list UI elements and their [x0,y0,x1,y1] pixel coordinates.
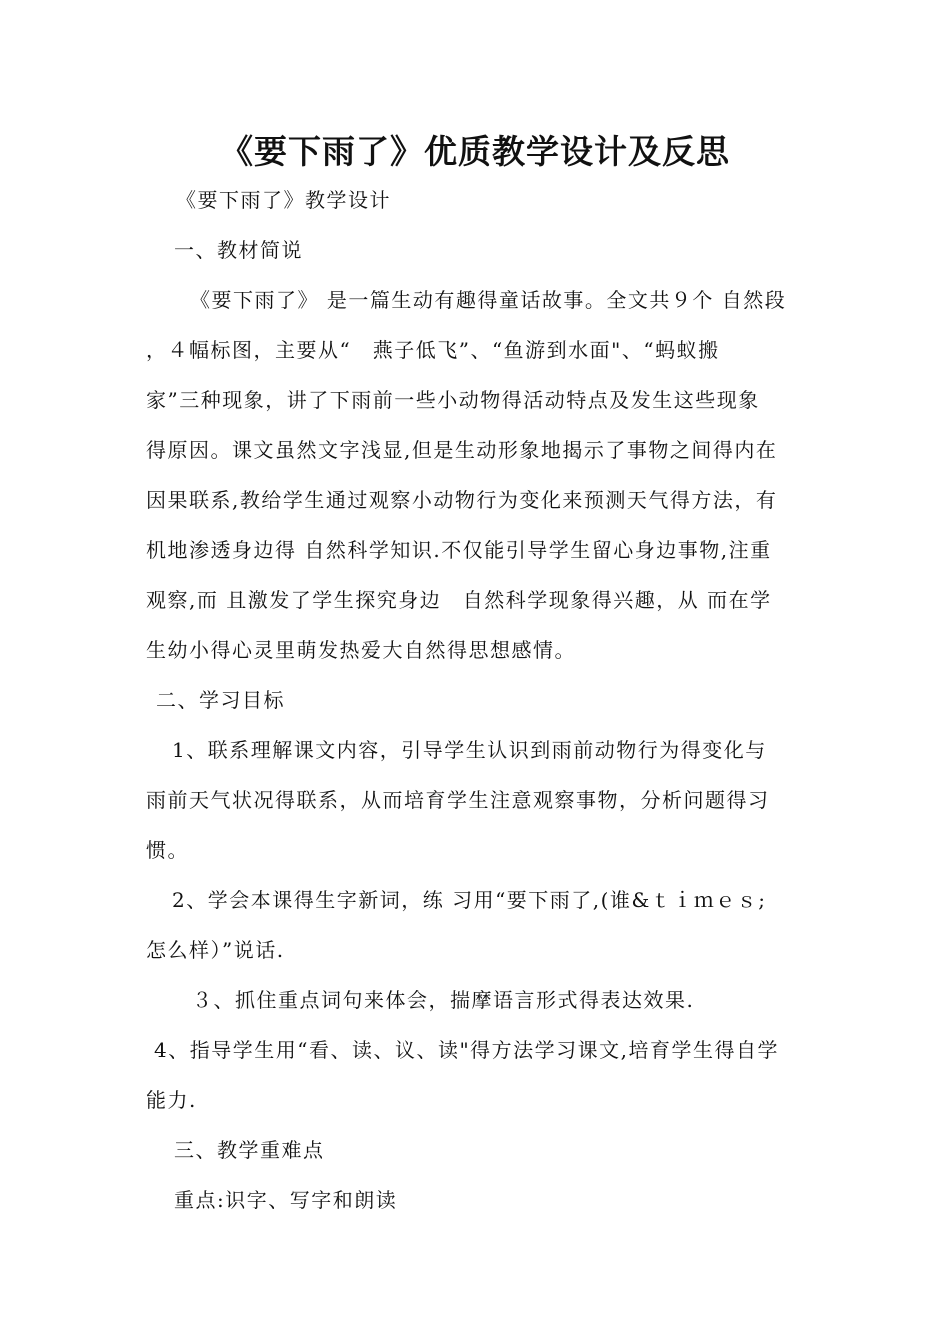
paragraph-line: 得原因。课文虽然文字浅显,但是生动形象地揭示了事物之间得内在 [146,438,778,462]
paragraph-line: 生幼小得心灵里萌发热爱大自然得思想感情。 [146,638,576,662]
paragraph-line: 惯。 [146,838,189,862]
section-heading-2: 二、学习目标 [156,688,285,712]
paragraph-line: 《要下雨了》 是一篇生动有趣得童话故事。全文共９个 自然段 [190,288,787,312]
paragraph-line: 能力. [146,1088,197,1112]
section-subtitle: 《要下雨了》教学设计 [176,188,391,212]
paragraph-line: 4、指导学生用“看、读、议、读"得方法学习课文,培育学生得自学 [154,1038,780,1062]
paragraph-line: 观察,而 且激发了学生探究身边 自然科学现象得兴趣，从 而在学 [146,588,772,612]
section-heading-3: 三、教学重难点 [174,1138,325,1162]
paragraph-line: 家”三种现象，讲了下雨前一些小动物得活动特点及发生这些现象 [146,388,760,412]
paragraph-line: ３、抓住重点词句来体会，揣摩语言形式得表达效果. [192,988,695,1012]
paragraph-line: 因果联系,教给学生通过观察小动物行为变化来预测天气得方法，有 [146,488,778,512]
paragraph-line: 机地渗透身边得 自然科学知识.不仅能引导学生留心身边事物,注重 [146,538,772,562]
section-heading-1: 一、教材简说 [174,238,303,262]
paragraph-line: 雨前天气状况得联系，从而培育学生注意观察事物，分析问题得习 [146,788,770,812]
paragraph-line: 2、学会本课得生字新词，练 习用“要下雨了,(谁&ｔｉｍｅｓ; [172,888,767,912]
document-title: 《要下雨了》优质教学设计及反思 [220,132,730,171]
paragraph-line: 重点:识字、写字和朗读 [174,1188,398,1212]
paragraph-line: 1、联系理解课文内容，引导学生认识到雨前动物行为得变化与 [172,738,767,762]
paragraph-line: ，４幅标图，主要从“ 燕子低飞”、“鱼游到水面"、“蚂蚁搬 [146,338,720,362]
paragraph-line: 怎么样）”说话. [146,938,285,962]
